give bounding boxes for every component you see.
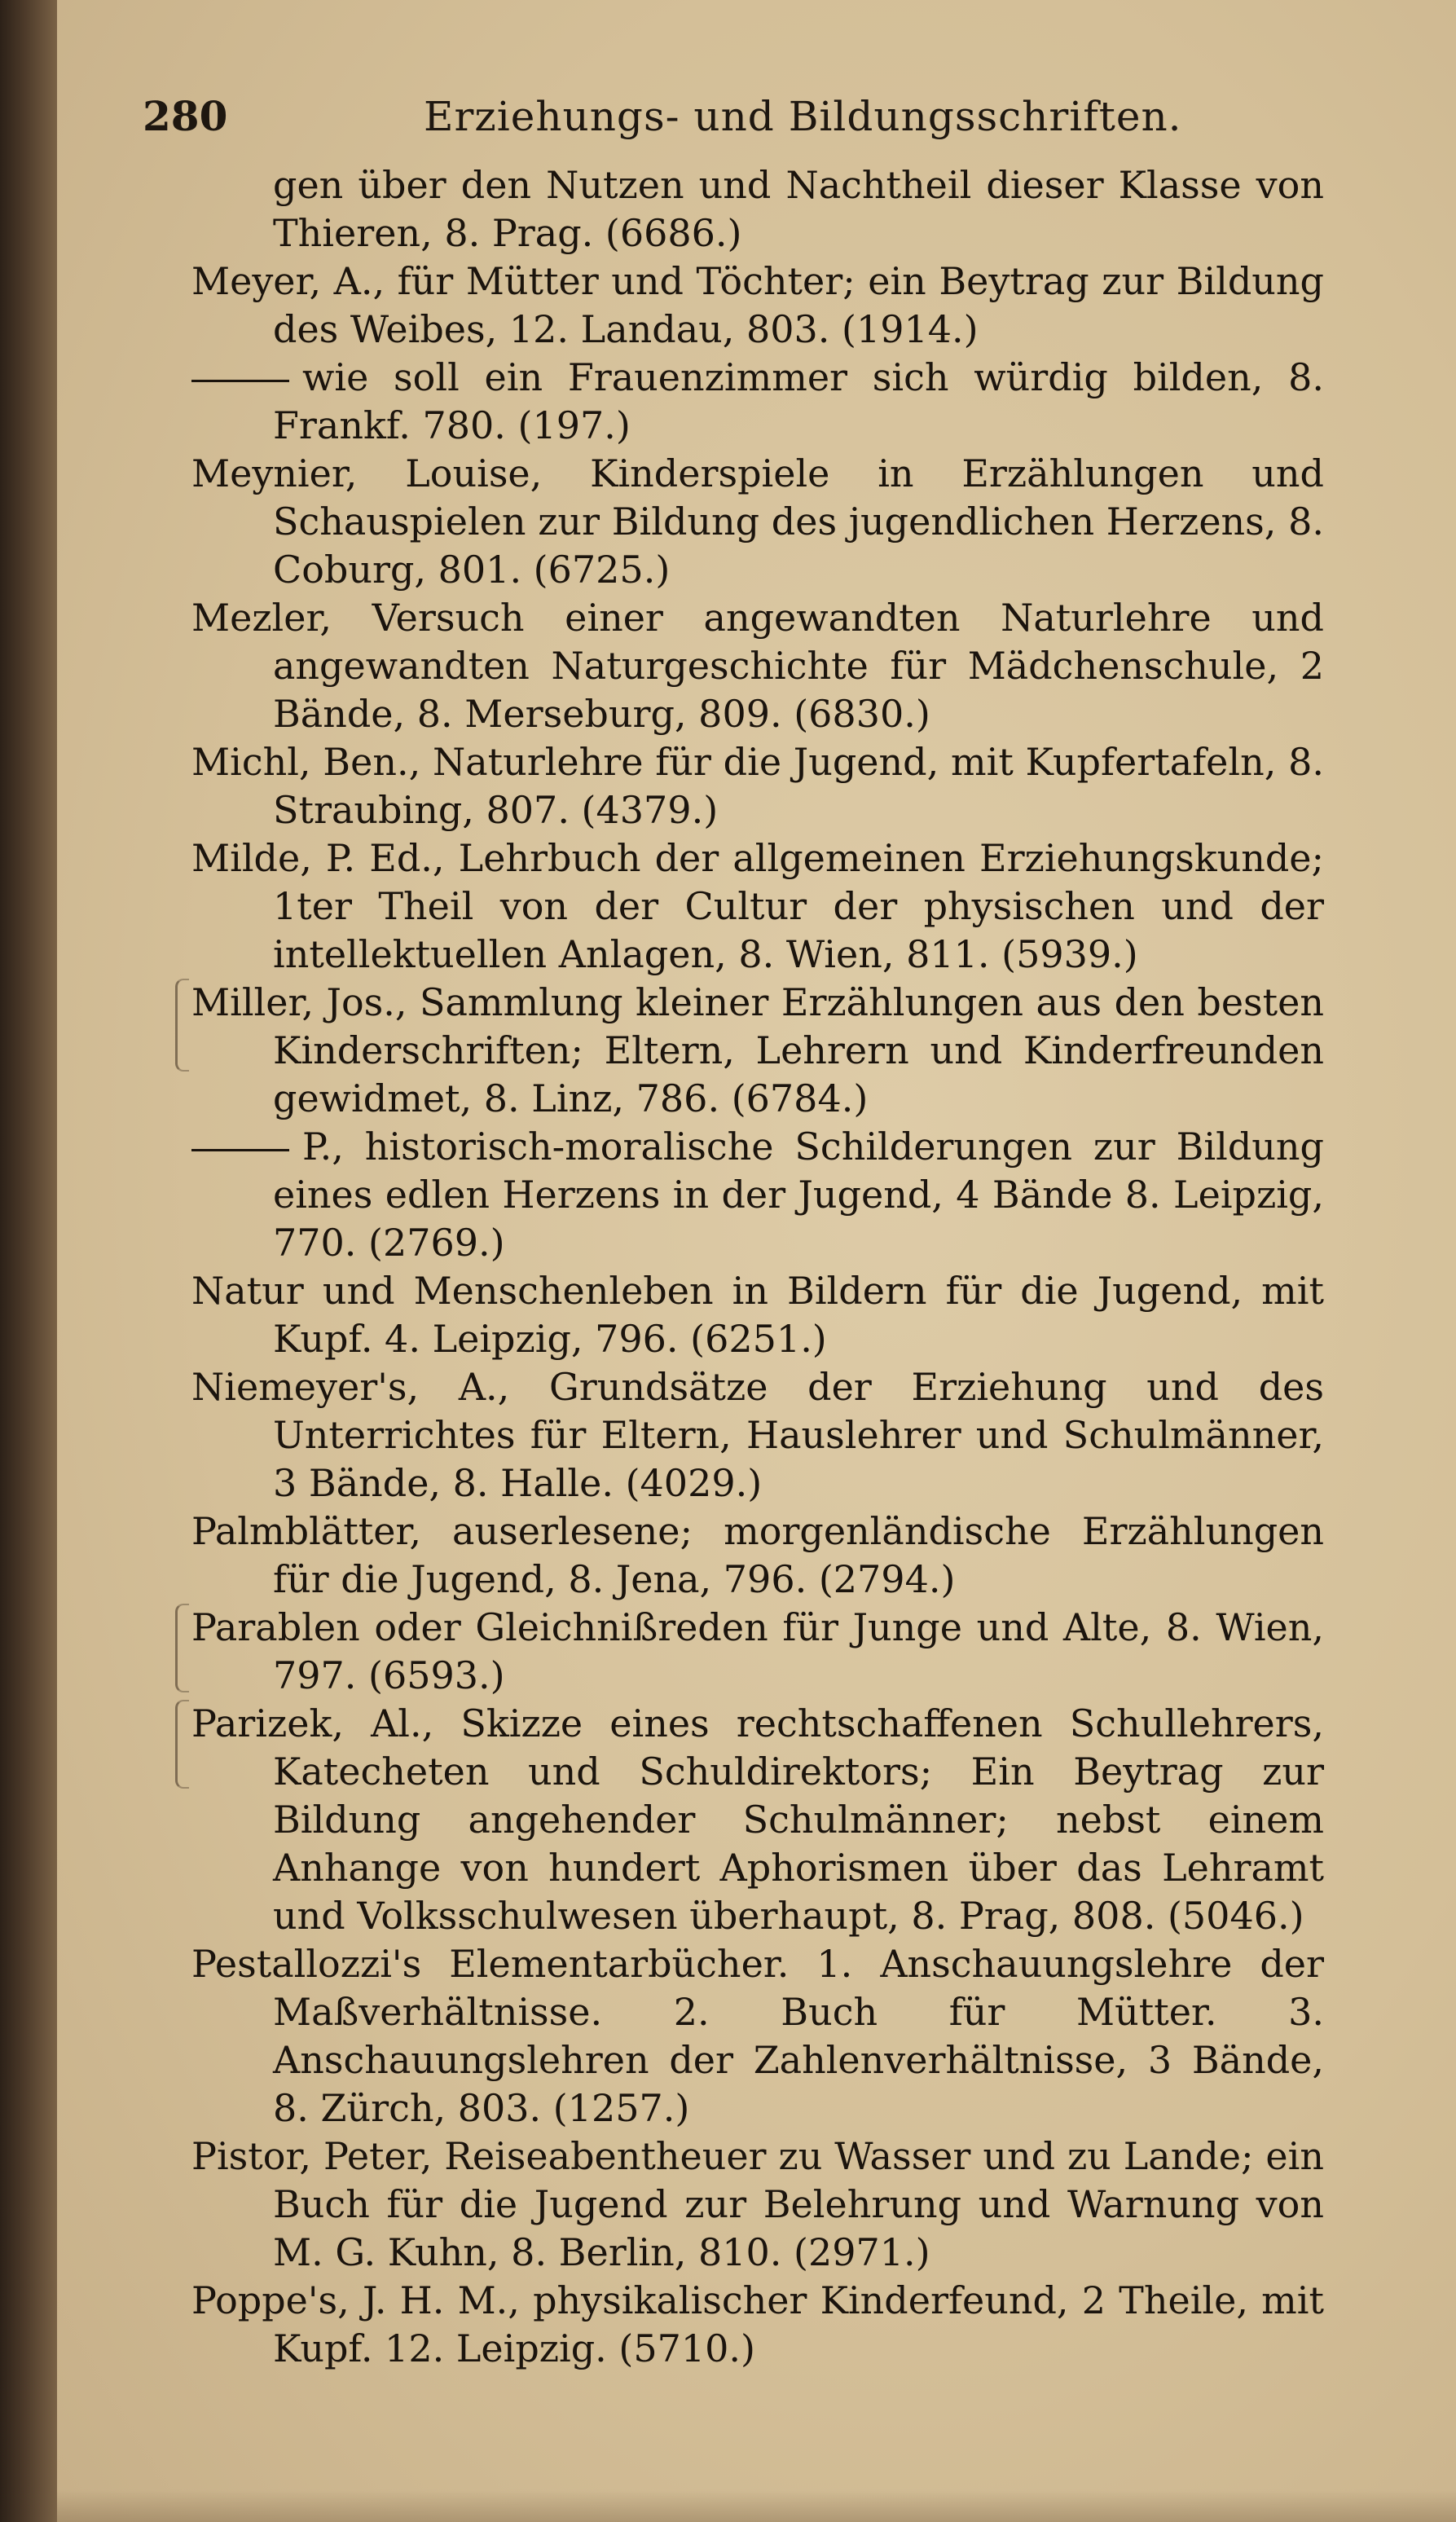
entry-text: Parablen oder Gleichnißreden für Junge und Alte, 8. Wien, 797. (6593.) xyxy=(191,1605,1324,1697)
ditto-dash xyxy=(191,380,289,382)
entry-text: Poppe's, J. H. M., physikalischer Kinderfeund, 2 Theile, mit Kupf. 12. Leipzig. (5710.) xyxy=(191,2278,1324,2370)
bibliography-list xyxy=(191,161,1324,2373)
bibliography-entry xyxy=(191,450,1324,594)
bibliography-entry xyxy=(191,1700,1324,1940)
margin-bracket xyxy=(175,1604,189,1692)
bibliography-entry xyxy=(191,1507,1324,1604)
entry-text: gen über den Nutzen und Nachtheil dieser Klasse von Thieren, 8. Prag. (6686.) xyxy=(273,163,1324,255)
bibliography-entry xyxy=(191,2132,1324,2277)
book-gutter xyxy=(0,0,57,2522)
entry-text: Niemeyer's, A., Grundsätze der Erziehung und des Unterrichtes für Eltern, Hauslehrer und Schulmänner, 3 Bände, 8. Halle. (4029.) xyxy=(191,1365,1324,1505)
entry-text: Meyer, A., für Mütter und Töchter; ein Beytrag zur Bildung des Weibes, 12. Landau, 803. (1914.) xyxy=(191,259,1324,351)
bibliography-entry xyxy=(191,738,1324,834)
bibliography-entry xyxy=(191,834,1324,979)
bibliography-entry xyxy=(191,1604,1324,1700)
bibliography-entry xyxy=(191,1123,1324,1267)
ditto-dash xyxy=(191,1149,289,1151)
entry-text: Natur und Menschenleben in Bildern für die Jugend, mit Kupf. 4. Leipzig, 796. (6251.) xyxy=(191,1269,1324,1361)
margin-bracket xyxy=(175,1700,189,1789)
entry-text: Meynier, Louise, Kinderspiele in Erzählungen und Schauspielen zur Bildung des jugendlichen Herzens, 8. Coburg, 801. (6725.) xyxy=(191,451,1324,592)
running-head: Erziehungs- und Bildungsschriften. xyxy=(424,93,1182,140)
bibliography-entry xyxy=(191,161,1324,257)
page-number: 280 xyxy=(143,92,228,140)
entry-text: Mezler, Versuch einer angewandten Naturlehre und angewandten Naturgeschichte für Mädchenschule, 2 Bände, 8. Merseburg, 809. (6830.) xyxy=(191,596,1324,736)
entry-text: wie soll ein Frauenzimmer sich würdig bilden, 8. Frankf. 780. (197.) xyxy=(273,355,1324,447)
page-shadow xyxy=(57,2489,1456,2522)
margin-bracket xyxy=(175,979,189,1072)
entry-text: P., historisch-moralische Schilderungen zur Bildung eines edlen Herzens in der Jugend, 4 Bände 8. Leipzig, 770. (2769.) xyxy=(273,1125,1324,1265)
entry-text: Milde, P. Ed., Lehrbuch der allgemeinen Erziehungskunde; 1ter Theil von der Cultur der physischen und der intellektuellen Anlagen, 8. Wien, 811. (5939.) xyxy=(191,836,1324,976)
bibliography-entry xyxy=(191,594,1324,738)
bibliography-entry xyxy=(191,979,1324,1123)
bibliography-entry xyxy=(191,1363,1324,1507)
entry-text: Pistor, Peter, Reiseabentheuer zu Wasser und zu Lande; ein Buch für die Jugend zur Belehrung und Warnung von M. G. Kuhn, 8. Berlin, 810. (2971.) xyxy=(191,2134,1324,2274)
entry-text: Parizek, Al., Skizze eines rechtschaffenen Schullehrers, Katecheten und Schuldirektors; Ein Beytrag zur Bildung angehender Schulmänner; nebst einem Anhange von hundert Aphorismen über das Lehramt und Volksschulwesen überhaupt, 8. Prag, 808. (5046.) xyxy=(191,1701,1324,1938)
entry-text: Michl, Ben., Naturlehre für die Jugend, mit Kupfertafeln, 8. Straubing, 807. (4379.) xyxy=(191,740,1324,832)
entry-text: Miller, Jos., Sammlung kleiner Erzählungen aus den besten Kinderschriften; Eltern, Lehrern und Kinderfreunden gewidmet, 8. Linz, 786. (6784.) xyxy=(191,980,1324,1120)
page-header xyxy=(143,88,1365,145)
bibliography-entry xyxy=(191,257,1324,354)
entry-text: Pestallozzi's Elementarbücher. 1. Anschauungslehre der Maßverhältnisse. 2. Buch für Mütter. 3. Anschauungslehren der Zahlenverhältnisse, 3 Bände, 8. Zürch, 803. (1257.) xyxy=(191,1942,1324,2130)
bibliography-entry xyxy=(191,1940,1324,2132)
bibliography-entry xyxy=(191,1267,1324,1363)
bibliography-entry xyxy=(191,354,1324,450)
entry-text: Palmblätter, auserlesene; morgenländische Erzählungen für die Jugend, 8. Jena, 796. (2794.) xyxy=(191,1509,1324,1601)
bibliography-entry xyxy=(191,2277,1324,2373)
